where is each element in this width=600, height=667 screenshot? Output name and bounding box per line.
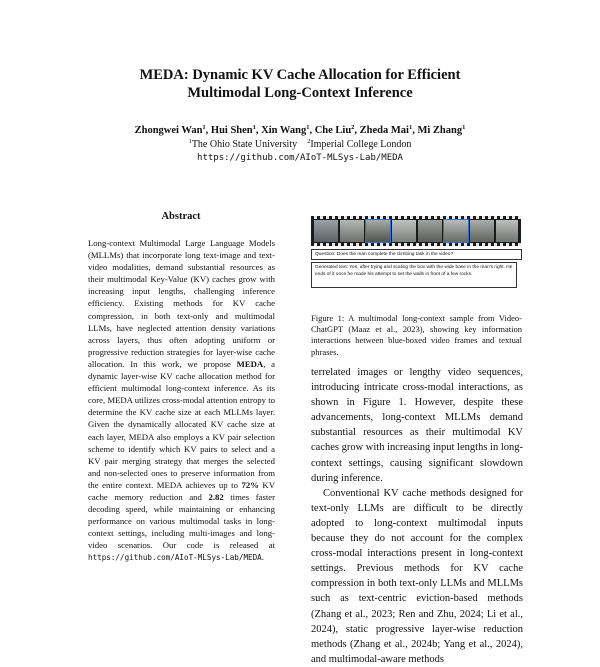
figure-answer-box: Generated text: Yes, after trying and scaling the box with the wide base in the man's right. He ends of it once he made his attempt to set the walls in front of a few rocks. — [311, 262, 517, 288]
abstract-text — [88, 237, 275, 565]
author-list: Zhongwei Wan$^1$, Hui Shen$^1$, Xin Wang$^1$, Che Liu$^2$, Zheda Mai$^1$, Mi Zhang$^1$ — [134, 124, 466, 136]
author-affiliation-mark: 1 — [306, 124, 310, 131]
video-frame — [340, 220, 364, 242]
abstract-text-part: . — [261, 552, 264, 563]
intro-paragraph-2: Conventional KV cache methods designed for text-only LLMs are difficult to be directly adopted to long-context multimodal inputs because they do not account for the complex cross-modal interactions present in long-context settings. Previous methods for KV cache compression in both text-only LLMs and MLLMs such as text-centric eviction-based methods (Zhang et al., 2023; Ren and Zhu, 2024; Li et al., 2024), static progressive layer-wise reduction methods (Zhang et al., 2024b; Yang et al., 2024), and multimodal-aware methods — [311, 487, 523, 665]
abstract-text-part: , a dynamic layer-wise KV cache allocation method for efficient multimodal long-context inference. As its core, MEDA utilizes cross-modal attention entropy to determine the KV cache size at each MLLMs layer. Given the dynamically allocated KV cache size at each layer, MEDA also employs a KV pair selection scheme to identify which KV pairs to select and a KV pair merging strategy that merges the selected and non-selected ones to preserve information from the entire context. MEDA achieves up to — [88, 358, 276, 490]
author-name: Hui Shen — [210, 125, 253, 136]
author-affiliation-mark: 1 — [408, 124, 413, 131]
author-name: Che Liu — [314, 125, 352, 136]
video-filmstrip — [311, 216, 521, 246]
abstract-memory-reduction: 72% — [241, 479, 259, 490]
author-affiliation-mark: 1 — [462, 124, 466, 131]
video-frame — [496, 220, 518, 242]
paper-title — [0, 66, 600, 102]
repo-link[interactable]: https://github.com/AIoT-MLSys-Lab/MEDA — [197, 153, 403, 163]
author-name: Zheda Mai — [359, 125, 409, 136]
abstract-heading: Abstract — [161, 211, 201, 222]
abstract-text-part: KV cache memory reduction and — [88, 479, 275, 502]
abstract-text-part: Long-context Multimodal Large Language Models (MLLMs) that incorporate long text-image and text-video modalities, demand substantial resources as their multimodal Key-Value (KV) caches grow with increasing input lengths, challenging inference efficiency. Existing methods for KV cache compression, in both text-only and multimodal LLMs, have neglected attention density variations across layers, thus often adopting uniform or progressive reduction strategies for layer-wise cache allocation. In this work, we propose — [88, 238, 275, 369]
filmstrip-top-holes — [311, 216, 521, 219]
intro-paragraph-1: terrelated images or lengthy video sequences, introducing intricate cross-modal interactions, as shown in Figure 1. However, despite these advancements, long-context MLLMs demand substantial resources as their multimodal KV caches grow with increasing input lengths in long-context settings, causing significant slowdown during inference. — [311, 367, 523, 484]
figure-1-caption: Figure 1: A multimodal long-context sample from Video-ChatGPT (Maaz et al., 2023), showing key information interactions between blue-boxed video frames and textual phrases. — [311, 313, 522, 357]
author-name: Xin Wang — [261, 125, 307, 136]
intro-text — [311, 365, 523, 667]
author-name: Zhongwei Wan — [134, 125, 203, 136]
title-line-1: MEDA: Dynamic KV Cache Allocation for Efficient — [139, 67, 461, 83]
figure-1 — [311, 216, 521, 296]
video-frame-highlighted — [366, 220, 390, 242]
author-affiliation-mark: 1 — [252, 124, 256, 131]
abstract-text-part: times faster decoding speed, while maintaining or enhancing performance on various multimodal tasks in long-context settings, including multi-images and long-video scenarios. Our code is released at — [88, 491, 275, 551]
author-affiliation-mark: 2 — [351, 124, 355, 131]
video-frame — [314, 220, 338, 242]
video-frame — [418, 220, 442, 242]
figure-question-box: Question: Does the man complete the climbing task in the video? — [311, 249, 522, 260]
filmstrip-bottom-holes — [311, 243, 521, 246]
affiliation-2-number: 2 — [307, 138, 311, 145]
abstract-code-link[interactable]: https://github.com/AIoT-MLSys-Lab/MEDA — [88, 553, 262, 563]
video-frame-highlighted — [444, 220, 468, 242]
affiliation-2: Imperial College London — [310, 139, 412, 150]
abstract-speedup: 2.82 — [208, 491, 224, 502]
author-name: Mi Zhang — [417, 125, 463, 136]
video-frame — [392, 220, 416, 242]
affiliation-1: The Ohio State University — [191, 139, 298, 150]
abstract-method-name: MEDA — [236, 358, 264, 369]
affiliation-1-number: 1 — [188, 138, 192, 145]
video-frame — [470, 220, 494, 242]
affiliations — [0, 138, 600, 151]
author-affiliation-mark: 1 — [202, 124, 206, 131]
title-line-2: Multimodal Long-Context Inference — [187, 85, 413, 101]
